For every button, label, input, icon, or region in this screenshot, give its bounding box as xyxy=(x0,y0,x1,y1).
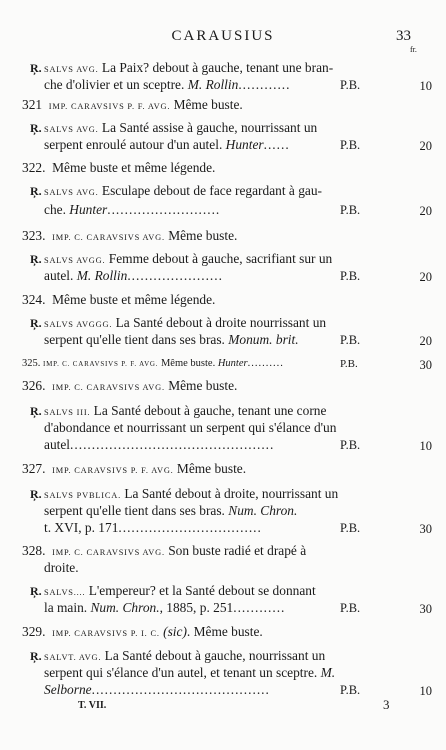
continuation-line xyxy=(44,503,297,519)
footer-tome: T. VII. xyxy=(78,700,107,711)
rarity-value: 30 xyxy=(419,602,432,616)
reverse-line xyxy=(30,60,333,78)
entry-number: 321 xyxy=(22,97,43,112)
leader-dots: ...... xyxy=(263,137,290,152)
leader-dots: .......................... xyxy=(107,202,221,217)
obverse-line: 327. IMP. CARAVSIVS P. F. AVG. Même buste. xyxy=(22,461,247,476)
description: La Santé assise à gauche, nourrissant un xyxy=(101,120,318,135)
continuation-line xyxy=(44,437,274,453)
rarity-value: 10 xyxy=(419,79,432,93)
continuation-line xyxy=(44,560,79,576)
denomination: P.B. xyxy=(340,438,361,452)
description-cont: che. xyxy=(44,202,66,217)
description: Même buste. xyxy=(176,461,247,476)
legend: IMP. C. CARAVSIVS P. F. AVG. xyxy=(43,360,159,368)
legend: IMP. C. CARAVSIVS AVG. xyxy=(52,233,165,242)
header-page-number: 33 xyxy=(396,28,411,44)
description-cont: serpent qui s'élance d'un autel, et tenant un sceptre. xyxy=(44,665,318,680)
description: La Paix? debout à gauche, tenant une bran- xyxy=(101,60,334,75)
description: Esculape debout de face regardant à gau- xyxy=(101,183,322,198)
obverse-line: 329. IMP. CARAVSIVS P. I. C. (sic). Même buste. xyxy=(22,624,263,639)
description-cont: la main. xyxy=(44,600,88,615)
description: Son buste radié et drapé à xyxy=(168,543,307,558)
reference: M. xyxy=(320,665,336,680)
description: Même buste. xyxy=(173,97,243,112)
reverse-mark: Ŗ. xyxy=(30,316,42,330)
reverse-line xyxy=(30,583,316,601)
reference: Num. Chron. xyxy=(228,503,298,518)
leader-dots: .......... xyxy=(247,358,284,369)
reference: M. Rollin xyxy=(76,268,128,283)
reverse-line xyxy=(30,648,325,666)
obverse-line xyxy=(22,97,243,115)
description-cont: t. XVI, p. 171 xyxy=(44,520,119,535)
denomination: P.B. xyxy=(340,683,361,697)
entry-number: 325 xyxy=(22,358,38,369)
leader-dots: ............ xyxy=(233,600,286,615)
obverse-line: 325. IMP. C. CARAVSIVS P. F. AVG. Même buste. Hunter.......... xyxy=(22,358,284,369)
denomination: P.B. xyxy=(340,521,361,535)
sic-note: (sic) xyxy=(163,624,187,639)
legend: SALVS.... xyxy=(44,588,86,597)
reference: Num. Chron. xyxy=(90,600,160,615)
entry-number: 329 xyxy=(22,624,43,639)
legend: SALVS AVG. xyxy=(44,125,99,134)
legend: IMP. C. CARAVSIVS AVG. xyxy=(52,548,165,557)
rarity-value: 20 xyxy=(419,204,432,218)
entry-number: 328 xyxy=(22,543,43,558)
reverse-mark: Ŗ. xyxy=(30,404,42,418)
description: Même buste. xyxy=(160,358,216,369)
entry-number: 324 xyxy=(22,292,43,307)
reference: Monum. brit. xyxy=(228,332,299,347)
denomination: P.B. xyxy=(340,333,361,347)
continuation-line xyxy=(44,665,335,681)
denomination: P.B. xyxy=(340,78,361,92)
reverse-line xyxy=(30,486,338,504)
legend: SALVS AVG. xyxy=(44,188,99,197)
obverse-line: 322. Même buste et même légende. xyxy=(22,160,216,175)
reference: Hunter xyxy=(225,137,264,152)
description: Même buste. xyxy=(168,378,238,393)
description-cont: droite. xyxy=(44,560,79,575)
reverse-mark: Ŗ. xyxy=(30,121,42,135)
legend: SALVS PVBLICA. xyxy=(44,491,121,500)
denomination: P.B. xyxy=(340,269,361,283)
description: . Même buste. xyxy=(186,624,263,639)
entry-number: 323 xyxy=(22,228,43,243)
obverse-line: 328. IMP. C. CARAVSIVS AVG. Son buste radié et drapé à xyxy=(22,543,307,558)
leader-dots: ................................. xyxy=(118,520,262,535)
legend: SALVS AVGGG. xyxy=(44,320,113,329)
reverse-mark: Ŗ. xyxy=(30,649,42,663)
reverse-mark: Ŗ. xyxy=(30,252,42,266)
legend: SALVS III. xyxy=(44,408,91,417)
obverse-line: 323. IMP. C. CARAVSIVS AVG. Même buste. xyxy=(22,228,238,243)
reverse-mark: Ŗ. xyxy=(30,61,42,75)
entry-number: 322 xyxy=(22,160,43,175)
rarity-value: 30 xyxy=(419,522,432,536)
legend: SALVS AVG. xyxy=(44,65,99,74)
denomination: P.B. xyxy=(340,601,361,615)
legend: IMP. CARAVSIVS P. F. AVG. xyxy=(52,466,174,475)
reverse-mark: Ŗ. xyxy=(30,184,42,198)
description: La Santé debout à droite nourrissant un xyxy=(115,315,327,330)
continuation-line xyxy=(44,77,290,93)
continuation-line xyxy=(44,420,336,436)
rarity-value: 20 xyxy=(419,270,432,284)
reverse-line xyxy=(30,120,317,138)
reverse-mark: Ŗ. xyxy=(30,487,42,501)
leader-dots: ............................................... xyxy=(70,437,275,452)
entry-number: 326 xyxy=(22,378,43,393)
reverse-line xyxy=(30,403,326,421)
description-cont: serpent qu'elle tient dans ses bras. xyxy=(44,332,225,347)
rarity-value: 10 xyxy=(419,684,432,698)
leader-dots: ......................................... xyxy=(91,682,270,697)
leader-dots: ............ xyxy=(238,77,291,92)
description: La Santé debout à droite, nourrissant un xyxy=(124,486,339,501)
rarity-value: 20 xyxy=(419,334,432,348)
description: L'empereur? et la Santé debout se donnant xyxy=(88,583,316,598)
continuation-line xyxy=(44,202,220,218)
reverse-line xyxy=(30,183,322,201)
rarity-value: 20 xyxy=(419,139,432,153)
continuation-line xyxy=(44,600,285,616)
description: Même buste. xyxy=(168,228,238,243)
reference: Hunter xyxy=(217,358,248,369)
entry-number: 327 xyxy=(22,461,43,476)
denomination: P.B. xyxy=(340,138,361,152)
description: La Santé debout à gauche, nourrissant un xyxy=(104,648,326,663)
obverse-line: 324. Même buste et même légende. xyxy=(22,292,216,307)
header-mark: fr. xyxy=(410,45,417,54)
description-cont: serpent qu'elle tient dans ses bras. xyxy=(44,503,225,518)
description-cont: d'abondance et nourrissant un serpent qui s'élance d'un xyxy=(44,420,337,435)
continuation-line xyxy=(44,268,223,284)
description: Même buste et même légende. xyxy=(52,160,216,175)
reverse-mark: Ŗ. xyxy=(30,584,42,598)
description-cont: autel xyxy=(44,437,71,452)
reference: M. Rollin xyxy=(187,77,239,92)
footer-signature: 3 xyxy=(383,697,390,712)
description: Même buste et même légende. xyxy=(52,292,216,307)
obverse-line: 326. IMP. C. CARAVSIVS AVG. Même buste. xyxy=(22,378,238,393)
denomination: P.B. xyxy=(340,358,358,370)
denomination: P.B. xyxy=(340,203,361,217)
legend: SALVS AVGG. xyxy=(44,256,106,265)
header-title: CARAUSIUS xyxy=(171,28,275,44)
legend: SALVT. AVG. xyxy=(44,653,102,662)
reference: Hunter xyxy=(69,202,108,217)
running-header xyxy=(0,28,446,54)
legend: IMP. CARAVSIVS P. F. AVG. xyxy=(48,102,171,111)
reference-cont: Selborne xyxy=(44,682,92,697)
description: Femme debout à gauche, sacrifiant sur un xyxy=(108,251,333,266)
rarity-value: 10 xyxy=(419,439,432,453)
continuation-line xyxy=(44,682,270,698)
reference-detail: , 1885, p. 251 xyxy=(159,600,234,615)
description-cont: autel. xyxy=(44,268,74,283)
legend: IMP. C. CARAVSIVS AVG. xyxy=(52,383,165,392)
continuation-line xyxy=(44,137,290,153)
reverse-line xyxy=(30,315,326,333)
reverse-line xyxy=(30,251,332,269)
rarity-value: 30 xyxy=(419,358,432,372)
description: La Santé debout à gauche, tenant une corne xyxy=(93,403,327,418)
leader-dots: ...................... xyxy=(127,268,223,283)
continuation-line xyxy=(44,520,262,536)
description-cont: serpent enroulé autour d'un autel. xyxy=(44,137,223,152)
continuation-line xyxy=(44,332,299,348)
legend: IMP. CARAVSIVS P. I. C. xyxy=(52,629,160,638)
description-cont: che d'olivier et un sceptre. xyxy=(44,77,185,92)
